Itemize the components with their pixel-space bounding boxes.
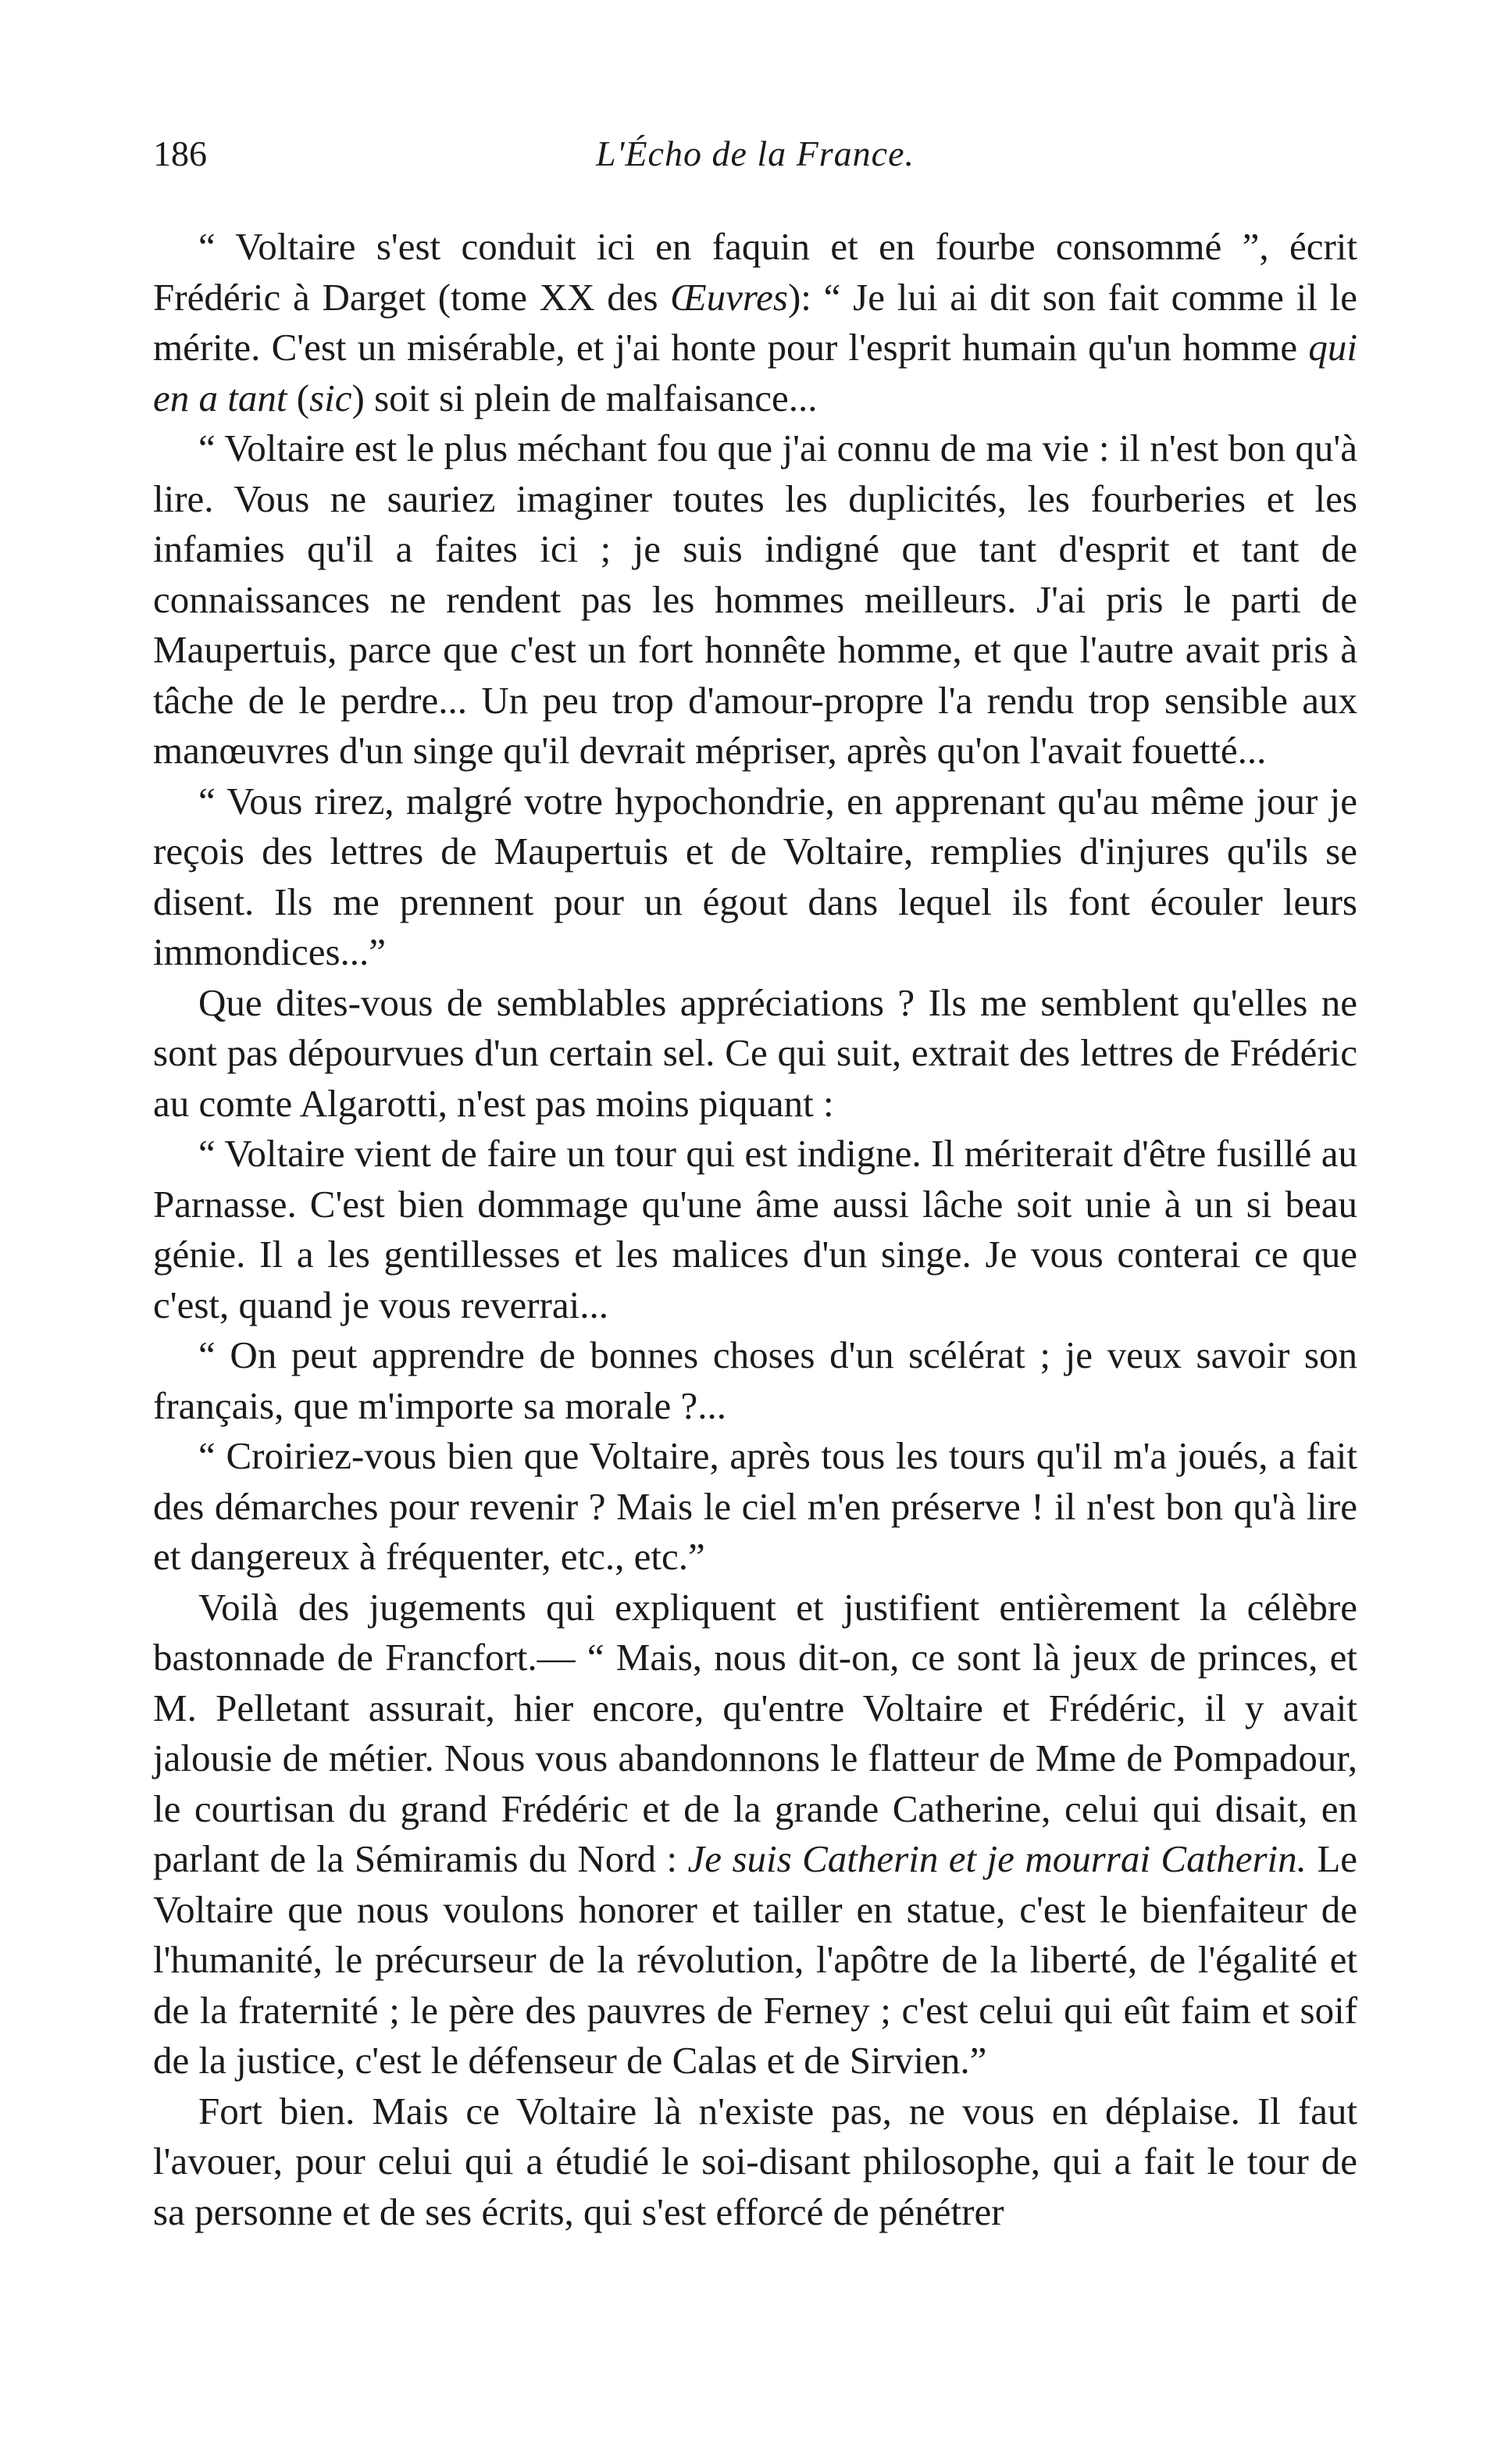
- paragraph: [153, 1431, 1357, 1583]
- page-number: 186: [153, 134, 207, 173]
- paragraph: [153, 222, 1357, 423]
- text-run: Fort bien. Mais ce Voltaire là n'existe pas, ne vous en déplaise. Il faut l'avouer, pour celui qui a étudié le soi-disant philosophe, qui a fait le tour de sa personne et de ses écrits, qui s'est efforcé de pénétrer: [153, 2089, 1357, 2233]
- paragraph: [153, 1583, 1357, 2086]
- text-run: “ On peut apprendre de bonnes choses d'un scélérat ; je veux savoir son français, que m'importe sa morale ?...: [153, 1333, 1357, 1427]
- text-run-italic: qui en a tant: [153, 326, 1357, 419]
- paragraph: [153, 776, 1357, 978]
- text-block: [153, 222, 1357, 2237]
- paragraph: [153, 1129, 1357, 1330]
- text-run: ) soit si plein de malfaisance...: [351, 376, 818, 419]
- text-run: ): “ Je lui ai dit son fait comme il le mérite. C'est un misérable, et j'ai honte pour l'esprit humain qu'un homme: [153, 275, 1357, 369]
- paragraph: [153, 1330, 1357, 1431]
- page-header: [153, 133, 1357, 195]
- text-run: “ Voltaire vient de faire un tour qui est indigne. Il mériterait d'être fusillé au Parnasse. C'est bien dommage qu'une âme aussi lâche soit unie à un si beau génie. Il a les gentillesses et les malices d'un singe. Je vous conterai ce que c'est, quand je vous reverrai...: [153, 1132, 1357, 1326]
- text-run-italic: Œuvres: [670, 275, 788, 319]
- paragraph: [153, 978, 1357, 1130]
- text-run: “ Croiriez-vous bien que Voltaire, après tous les tours qu'il m'a joués, a fait des démarches pour revenir ? Mais le ciel m'en préserve ! il n'est bon qu'à lire et dangereux à fréquenter, etc., etc.”: [153, 1434, 1357, 1578]
- paragraph: [153, 423, 1357, 776]
- text-run: “ Voltaire est le plus méchant fou que j'ai connu de ma vie : il n'est bon qu'à lire. Vous ne sauriez imaginer toutes les duplicités, les fourberies et les infamies qu'il a faites ici ; je suis indigné que tant d'esprit et tant de connaissances ne rendent pas les hommes meilleurs. J'ai pris le parti de Maupertuis, parce que c'est un fort honnête homme, et que l'autre avait pris à tâche de le perdre... Un peu trop d'amour-propre l'a rendu trop sensible aux manœuvres d'un singe qu'il devrait mépriser, après qu'on l'avait fouetté...: [153, 427, 1357, 772]
- page-body: [153, 133, 1357, 2237]
- running-title: L'Écho de la France.: [596, 134, 915, 173]
- text-run: “ Vous rirez, malgré votre hypochondrie, en apprenant qu'au même jour je reçois des lettres de Maupertuis et de Voltaire, remplies d'injures qu'ils se disent. Ils me prennent pour un égout dans lequel ils font écouler leurs immondices...”: [153, 779, 1357, 973]
- text-run: Le Voltaire que nous voulons honorer et tailler en statue, c'est le bienfaiteur de l'humanité, le précurseur de la révolution, l'apôtre de la liberté, de l'égalité et de la fraternité ; le père des pauvres de Ferney ; c'est celui qui eût faim et soif de la justice, c'est le défenseur de Calas et de Sirvien.”: [153, 1837, 1357, 2082]
- paragraph: [153, 2086, 1357, 2238]
- text-run: Que dites-vous de semblables appréciations ? Ils me semblent qu'elles ne sont pas dépourvues d'un certain sel. Ce qui suit, extrait des lettres de Frédéric au comte Algarotti, n'est pas moins piquant :: [153, 980, 1357, 1125]
- text-run: Voilà des jugements qui expliquent et justifient entièrement la célèbre bastonnade de Francfort.— “ Mais, nous dit-on, ce sont là jeux de princes, et M. Pelletant assurait, hier encore, qu'entre Voltaire et Frédéric, il y avait jalousie de métier. Nous vous abandonnons le flatteur de Mme de Pompadour, le courtisan du grand Frédéric et de la grande Catherine, celui qui disait, en parlant de la Sémiramis du Nord :: [153, 1585, 1357, 1880]
- text-run: (: [287, 376, 310, 419]
- text-run: “ Voltaire s'est conduit ici en faquin et en fourbe consommé ”, écrit Frédéric à Darget (tome XX des: [153, 225, 1357, 319]
- text-run-italic: Je suis Catherin et je mourrai Catherin.: [687, 1837, 1307, 1880]
- text-run-italic: sic: [309, 376, 352, 419]
